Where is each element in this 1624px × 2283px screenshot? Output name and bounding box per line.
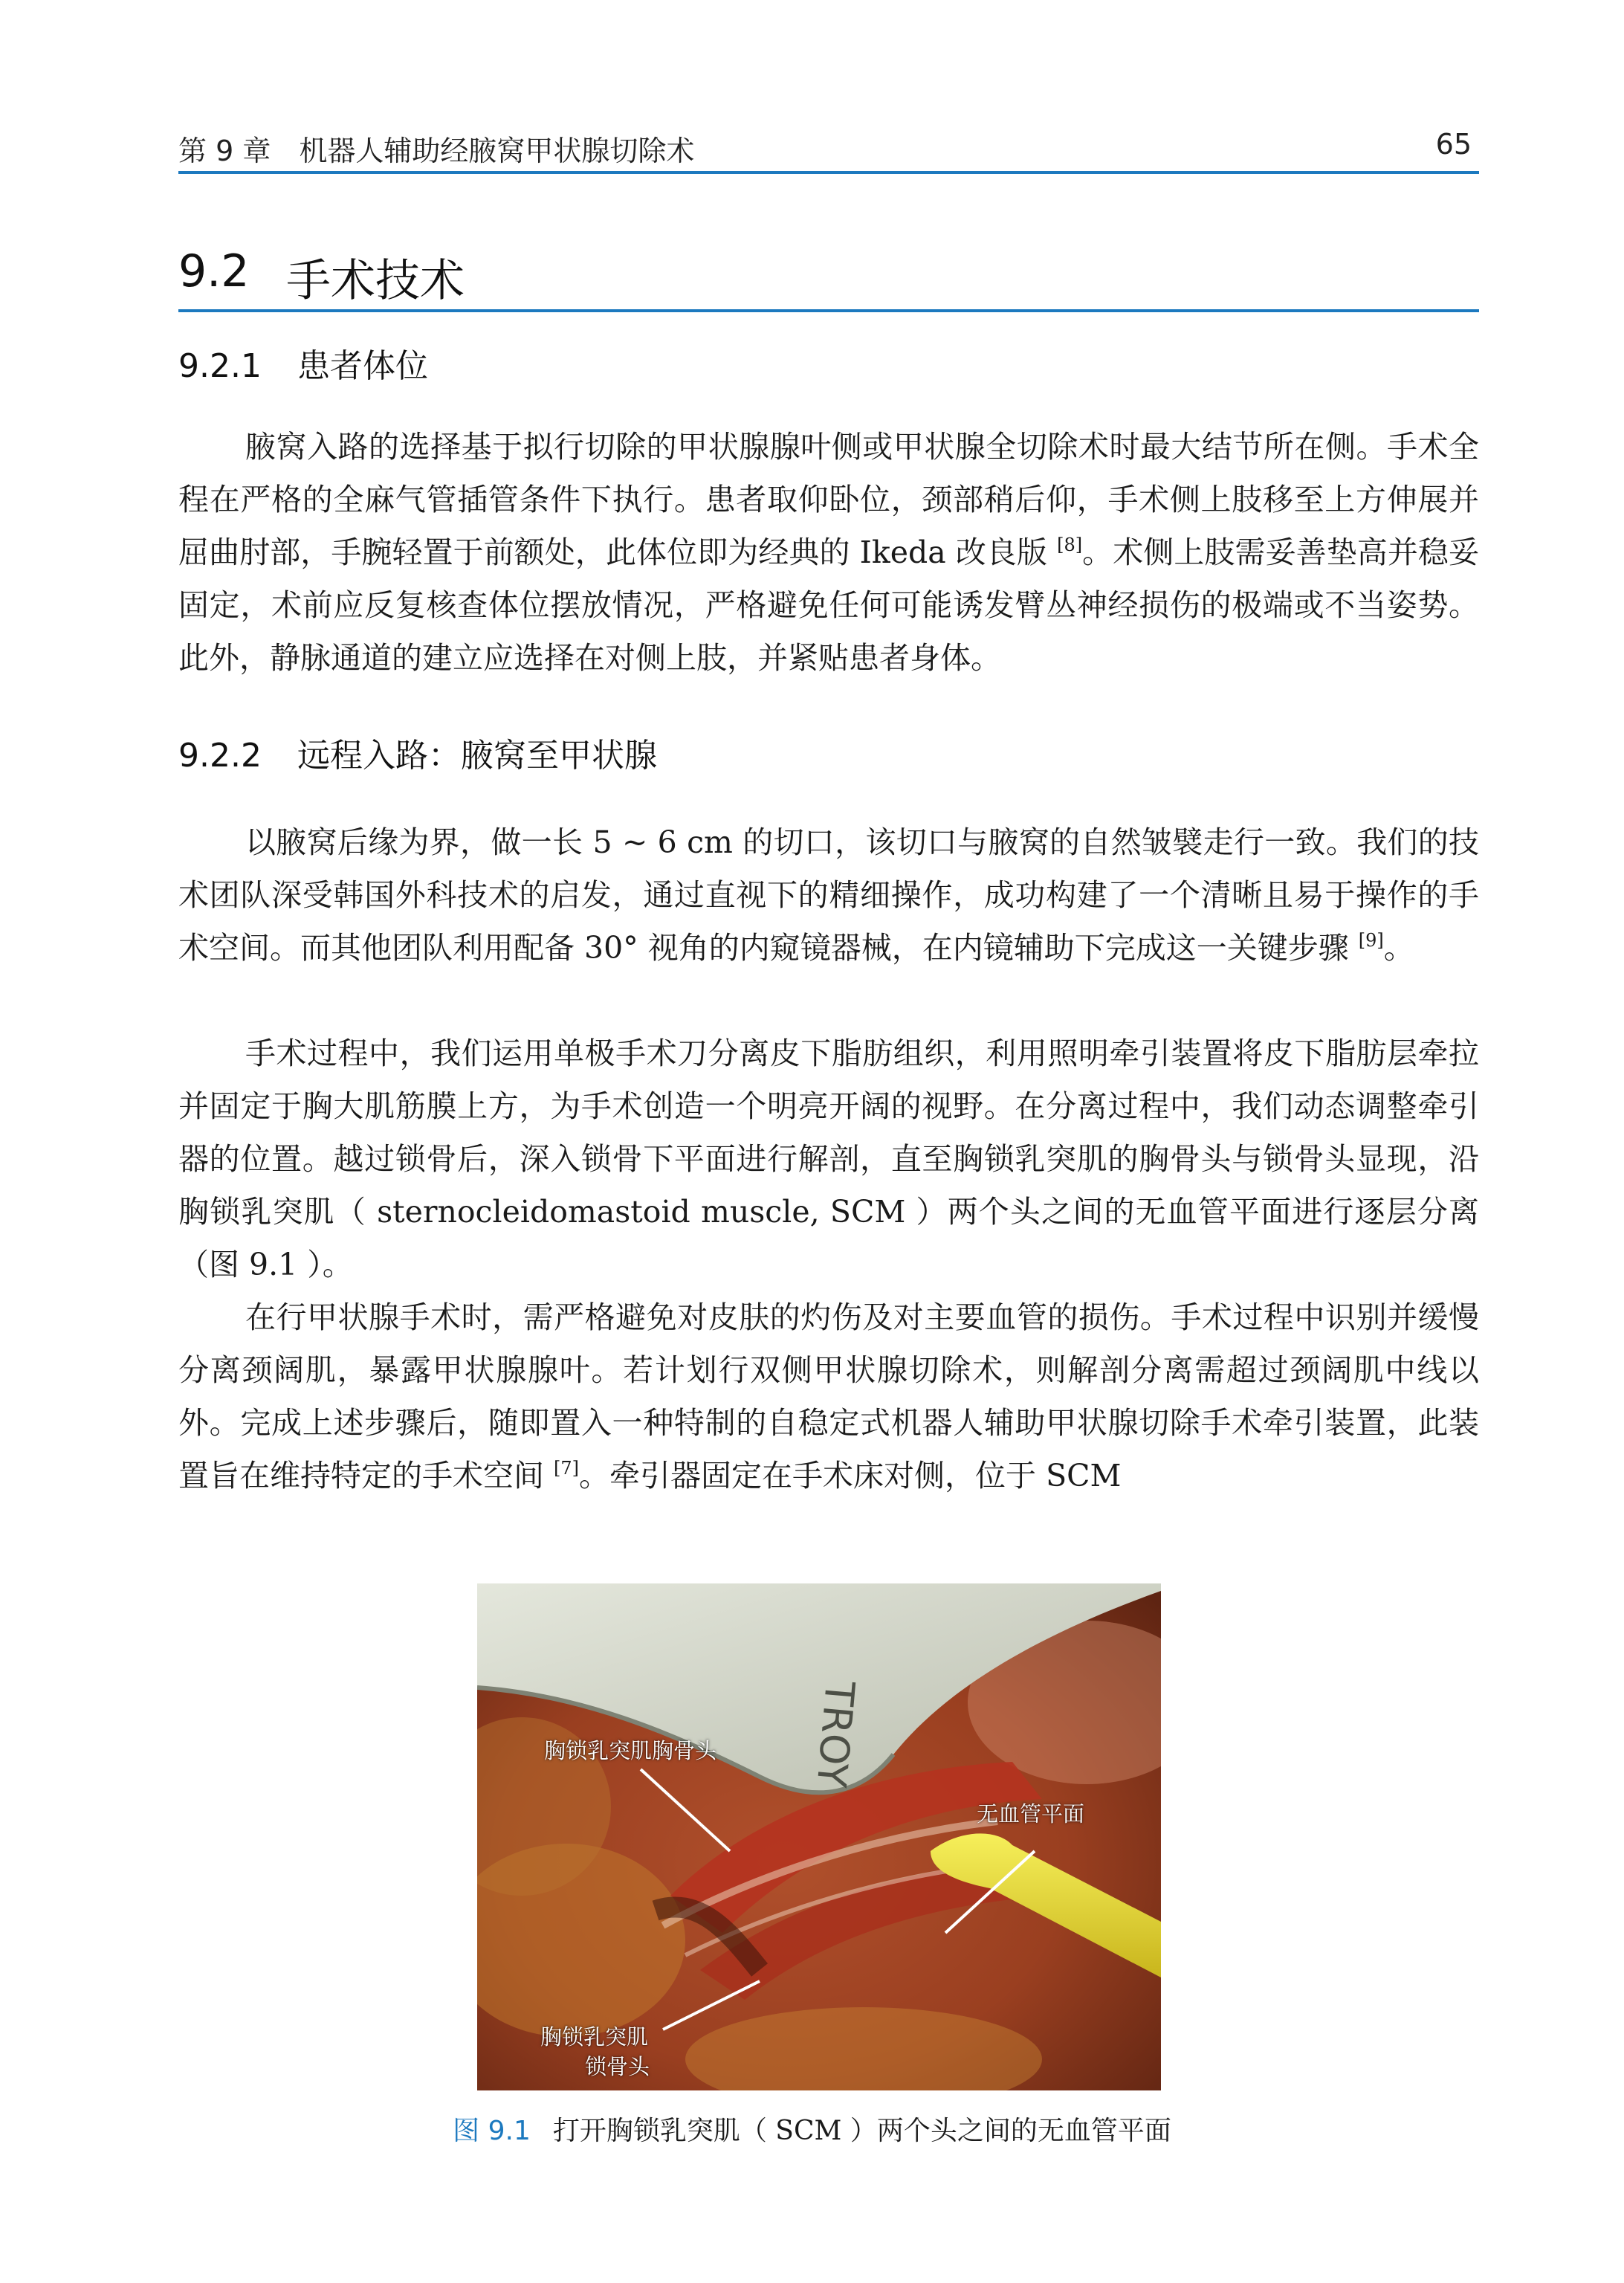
section-number: 9.2 [178, 245, 250, 297]
section-heading [178, 245, 1479, 312]
section-title: 手术技术 [286, 255, 465, 307]
paragraph-text: 在行甲状腺手术时，需严格避免对皮肤的灼伤及对主要血管的损伤。手术过程中识别并缓慢分离颈阔肌，暴露甲状腺腺叶。若计划行双侧甲状腺切除术，则解剖分离需超过颈阔肌中线以外。完成上述步骤后，随即置入一种特制的自稳定式机器人辅助甲状腺切除手术牵引装置，此装置旨在维持特定的手术空间 [178, 1299, 1479, 1494]
paragraph-text: 腋窝入路的选择基于拟行切除的甲状腺腺叶侧或甲状腺全切除术时最大结节所在侧。手术全程在严格的全麻气管插管条件下执行。患者取仰卧位，颈部稍后仰，手术侧上肢移至上方伸展并屈曲肘部，手腕轻置于前额处，此体位即为经典的 Ikeda 改良版 [178, 429, 1479, 570]
label-clavicular-head-line1: 胸锁乳突肌 [540, 2024, 649, 2050]
chapter-title: 第 9 章 机器人辅助经腋窝甲状腺切除术 [178, 135, 695, 167]
paragraph [178, 816, 1479, 975]
paragraph-text: 以腋窝后缘为界，做一长 5 ~ 6 cm 的切口，该切口与腋窝的自然皱襞走行一致。我们的技术团队深受韩国外科技术的启发，通过直视下的精细操作，成功构建了一个清晰且易于操作的手术空间。而其他团队利用配备 30° 视角的内窥镜器械，在内镜辅助下完成这一关键步骤 [178, 824, 1479, 966]
citation: [7] [554, 1458, 580, 1479]
subsection-title: 远程入路：腋窝至甲状腺 [297, 737, 657, 775]
running-header [178, 125, 1479, 174]
paragraph [178, 1291, 1479, 1502]
subsection-number: 9.2.2 [178, 737, 262, 775]
citation: [9] [1358, 930, 1384, 951]
retractor-text: TROY [807, 1679, 864, 1789]
citation: [8] [1057, 535, 1083, 555]
subsection-heading-remote-access [178, 729, 657, 776]
caption-text: 打开胸锁乳突肌（ SCM ）两个头之间的无血管平面 [552, 2116, 1171, 2146]
surgical-field-illustration [477, 1583, 1161, 2090]
paragraph-text: 。牵引器固定在手术床对侧，位于 SCM [579, 1458, 1122, 1494]
label-sternal-head: 胸锁乳突肌胸骨头 [544, 1738, 717, 1763]
subsection-heading-patient-position [178, 339, 428, 387]
subsection-number: 9.2.1 [178, 347, 262, 385]
figure-caption [0, 2110, 1624, 2148]
paragraph [178, 1027, 1479, 1291]
surgical-photo [477, 1583, 1161, 2090]
subsection-title: 患者体位 [297, 347, 428, 385]
paragraph-text: 。术侧上肢需妥善垫高并稳妥固定，术前应反复核查体位摆放情况，严格避免任何可能诱发臂丛神经损伤的极端或不当姿势。此外，静脉通道的建立应选择在对侧上肢，并紧贴患者身体。 [178, 535, 1479, 676]
page-number: 65 [1435, 128, 1472, 161]
label-clavicular-head-line2: 锁骨头 [585, 2054, 650, 2079]
figure-number: 图 9.1 [453, 2116, 531, 2146]
paragraph-text: 。 [1383, 930, 1414, 966]
paragraph-text: 手术过程中，我们运用单极手术刀分离皮下脂肪组织，利用照明牵引装置将皮下脂肪层牵拉并固定于胸大肌筋膜上方，为手术创造一个明亮开阔的视野。在分离过程中，我们动态调整牵引器的位置。越过锁骨后，深入锁骨下平面进行解剖，直至胸锁乳突肌的胸骨头与锁骨头显现，沿胸锁乳突肌（ sternocleidomastoid muscle, SCM ）两个头之间的无血管平面进行逐层分离（图 9.1 ）。 [178, 1036, 1479, 1282]
label-avascular-plane: 无血管平面 [977, 1801, 1085, 1827]
paragraph [178, 421, 1479, 685]
